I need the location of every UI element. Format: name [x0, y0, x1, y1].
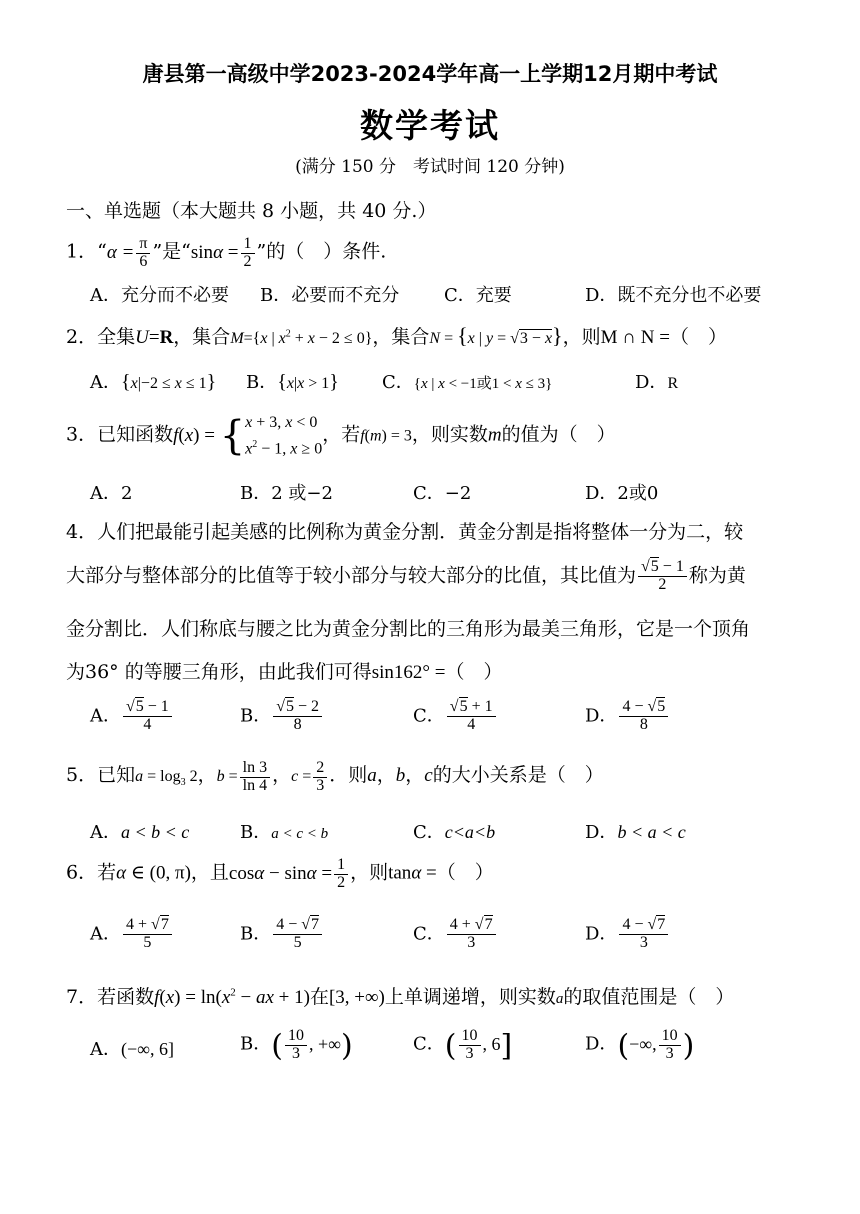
- q5-a-def: $a = \log_3 2$: [135, 768, 198, 789]
- q2-text-a: 全集: [97, 326, 136, 348]
- question-4-line-3: 金分割比．人们称底与腰之比为黄金分割比的三角形为最美三角形，它是一个顶角: [66, 618, 751, 640]
- exam-info: (满分 150 分 考试时间 120 分钟): [295, 157, 565, 177]
- q7-option-b-label: B．: [240, 1033, 272, 1055]
- q3-text-b: ，若: [322, 423, 361, 446]
- q4-option-d: D． $\frac{4 - √5}{8}$: [585, 699, 670, 734]
- q1-text-c: ”的（ ）条件.: [256, 240, 387, 263]
- q5-option-c: [413, 818, 495, 844]
- q5-option-a: [90, 818, 189, 844]
- q5-text-a: 已知: [97, 764, 136, 786]
- q2-option-d-label: D．: [635, 372, 668, 393]
- q5-text-c: 的大小关系是（ ）: [432, 764, 604, 786]
- q2-number: 2．: [66, 326, 98, 348]
- q7-text-d: 的取值范围是（ ）: [563, 986, 735, 1008]
- q6-tan: tanα =: [388, 862, 437, 884]
- q5-option-d-value: b < a < c: [617, 822, 686, 842]
- q6-option-b-label: B．: [240, 923, 272, 945]
- q5-b-def: b = $\frac{\ln 3}{\ln 4}$: [217, 768, 272, 785]
- question-3: [66, 412, 616, 460]
- q2-option-a: A．{x|−2 ≤ x ≤ 1}: [90, 371, 217, 393]
- q5-option-c-value: c<a<b: [444, 822, 496, 842]
- q7-text-c: 上单调递增，则实数: [384, 986, 556, 1008]
- question-5: 5．已知$a = \log_3 2$，b = $\frac{\ln 3}{\ln 4}$ ，c = $\frac{2}{3}$ ．则a，b，c的大小关系是（ ）: [66, 759, 604, 794]
- q6-option-d-label: D．: [585, 923, 618, 945]
- q2-text-d: ，则: [562, 326, 601, 348]
- q2-option-b: B．{x|x > 1}: [246, 371, 339, 393]
- q6-option-b: B． $\frac{4 - √7}{5}$: [240, 917, 324, 952]
- q4-golden-ratio: $\frac{√5 - 1}{2}$: [638, 559, 687, 594]
- q1-option-d: D．既不充分也不必要: [585, 285, 762, 306]
- q4-text-4b: sin162° =（ ）: [371, 662, 503, 683]
- q3-condition: f(m) = 3: [360, 427, 412, 445]
- q5-text-b: ．则: [329, 764, 368, 786]
- q4-text-2b: 称为黄: [688, 564, 746, 587]
- q3-text-c: ，则实数: [411, 423, 488, 446]
- q2-option-c: C．{x | x < −1或1 < x ≤ 3}: [382, 372, 553, 393]
- q3-option-b: B．2 或−2: [240, 483, 333, 504]
- q7-function: $f(x) = \ln(x^2$ − ax + 1): [154, 986, 310, 1008]
- q3-text-a: 已知函数: [97, 423, 174, 446]
- q4-option-a: A． $\frac{√5 - 1}{4}$: [90, 699, 174, 734]
- q4-option-c: C． $\frac{√5 + 1}{4}$: [413, 699, 498, 734]
- q7-var-a: a: [555, 991, 564, 1007]
- q5-option-a-label: A．: [90, 822, 121, 843]
- q7-option-d-label: D．: [585, 1033, 618, 1055]
- q3-text-d: 的值为（ ）: [501, 423, 616, 446]
- q6-condition: cosα − sinα = $\frac{1}{2}$: [229, 863, 350, 884]
- q4-option-c-label: C．: [413, 705, 445, 727]
- q5-option-c-label: C．: [413, 822, 445, 843]
- q2-text-b: ，集合: [173, 326, 231, 348]
- q2-text-e: （ ）: [669, 326, 727, 348]
- question-4-line-4: [66, 657, 502, 684]
- q3-function: f(x) = { x + 3, x < 0 $x^2 - 1$, x ≥ 0: [173, 413, 323, 460]
- q7-option-c-label: C．: [413, 1033, 445, 1055]
- q7-number: 7．: [66, 986, 98, 1008]
- q6-number: 6．: [66, 861, 98, 884]
- question-6: [66, 857, 494, 892]
- question-4-line-2: [66, 559, 746, 594]
- q5-number: 5．: [66, 764, 98, 786]
- q2-text-c: ，集合: [372, 326, 430, 348]
- q4-option-a-label: A．: [90, 705, 121, 727]
- q2-option-d-value: R: [667, 375, 679, 392]
- q2-option-a-label: A．: [90, 372, 121, 393]
- q2-set-n: N = {x | y = √3 − x}: [429, 323, 563, 348]
- school-title: 唐县第一高级中学2023-2024学年高一上学期12月期中考试: [142, 62, 718, 86]
- q6-option-a-label: A．: [90, 923, 121, 945]
- q1-number: 1．: [66, 240, 98, 263]
- q5-option-d-label: D．: [585, 822, 618, 843]
- q1-text-a: “: [97, 240, 107, 263]
- q2-option-d: [635, 368, 678, 394]
- q1-sin-expr: sinα = $\frac{1}{2}$: [191, 242, 257, 263]
- q2-universal-set: U: [135, 327, 149, 348]
- q6-domain: α ∈ (0, π): [116, 862, 191, 884]
- q3-option-c: C．−2: [413, 483, 472, 504]
- q2-set-m: M={x | $x^2 + x - 2 \le 0$}: [230, 328, 373, 347]
- q3-var-m: m: [487, 424, 502, 446]
- q7-option-c: C．( $\frac{10}{3}$ , 6]: [413, 1027, 513, 1063]
- q5-c-def: c = $\frac{2}{3}$: [291, 768, 329, 785]
- q4-option-b-label: B．: [240, 705, 272, 727]
- q4-text-2: 大部分与整体部分的比值等于较小部分与较大部分的比值，其比值为: [66, 564, 637, 587]
- q1-option-b: B．必要而不充分: [260, 285, 400, 306]
- q6-text-d: （ ）: [436, 861, 494, 884]
- q5-vars: a: [367, 765, 377, 786]
- q3-option-a: A．2: [90, 483, 133, 504]
- q7-option-a: A．(−∞, 6]: [90, 1039, 174, 1060]
- q5-option-b-label: B．: [240, 822, 272, 843]
- q1-option-a: A．充分而不必要: [90, 285, 229, 306]
- q4-text-1: 人们把最能引起美感的比例称为黄金分割．黄金分割是指将整体一分为二，较: [97, 521, 744, 543]
- q1-option-c: C．充要: [444, 285, 512, 306]
- q3-number: 3．: [66, 423, 98, 446]
- q4-option-d-label: D．: [585, 705, 618, 727]
- question-1: [66, 236, 386, 271]
- q3-option-d: D．2或0: [585, 483, 659, 504]
- question-2: 2．全集U=R，集合M={x | $x^2 + x - 2 \le 0$}，集合N = {x | y = √3 − x}，则M ∩ N =（ ）: [66, 323, 727, 348]
- q7-option-d: D．(−∞, $\frac{10}{3}$ ): [585, 1027, 695, 1063]
- q6-option-d: D． $\frac{4 - √7}{3}$: [585, 917, 670, 952]
- q5-option-d: [585, 818, 686, 844]
- q5-option-a-value: a < b < c: [121, 822, 190, 842]
- q6-option-a: A． $\frac{4 + √7}{5}$: [90, 917, 174, 952]
- q6-text-b: ，且: [190, 861, 229, 884]
- q6-text-c: ，则: [350, 861, 389, 884]
- question-7: [66, 982, 734, 1009]
- question-4-line-1: [66, 517, 743, 544]
- q2-option-c-label: C．: [382, 372, 414, 393]
- q7-text-b: 在: [309, 986, 329, 1008]
- q1-text-b: ”是“: [152, 240, 191, 263]
- exam-title: 数学考试: [360, 106, 500, 145]
- q7-option-b: B．( $\frac{10}{3}$ , +∞): [240, 1027, 353, 1063]
- q6-text-a: 若: [97, 861, 117, 884]
- q4-option-b: B． $\frac{√5 - 2}{8}$: [240, 699, 324, 734]
- q4-text-4a: 为36° 的等腰三角形，由此我们可得: [66, 661, 372, 683]
- q4-number: 4．: [66, 521, 98, 543]
- q6-option-c: C． $\frac{4 + √7}{3}$: [413, 917, 498, 952]
- q5-option-b-value: a < c < b: [271, 826, 329, 842]
- q2-option-b-label: B．: [246, 372, 278, 393]
- q7-option-a-label: A．: [90, 1039, 121, 1060]
- section-heading: 一、单选题（本大题共 8 小题，共 40 分.）: [66, 200, 437, 222]
- q7-text-a: 若函数: [97, 986, 155, 1008]
- q7-interval: [3, +∞): [328, 987, 385, 1008]
- q6-option-c-label: C．: [413, 923, 445, 945]
- q2-intersection: M ∩ N: [600, 327, 655, 348]
- q1-alpha-expr: α = $\frac{\pi}{6}$: [107, 242, 153, 263]
- q5-option-b: [240, 818, 328, 844]
